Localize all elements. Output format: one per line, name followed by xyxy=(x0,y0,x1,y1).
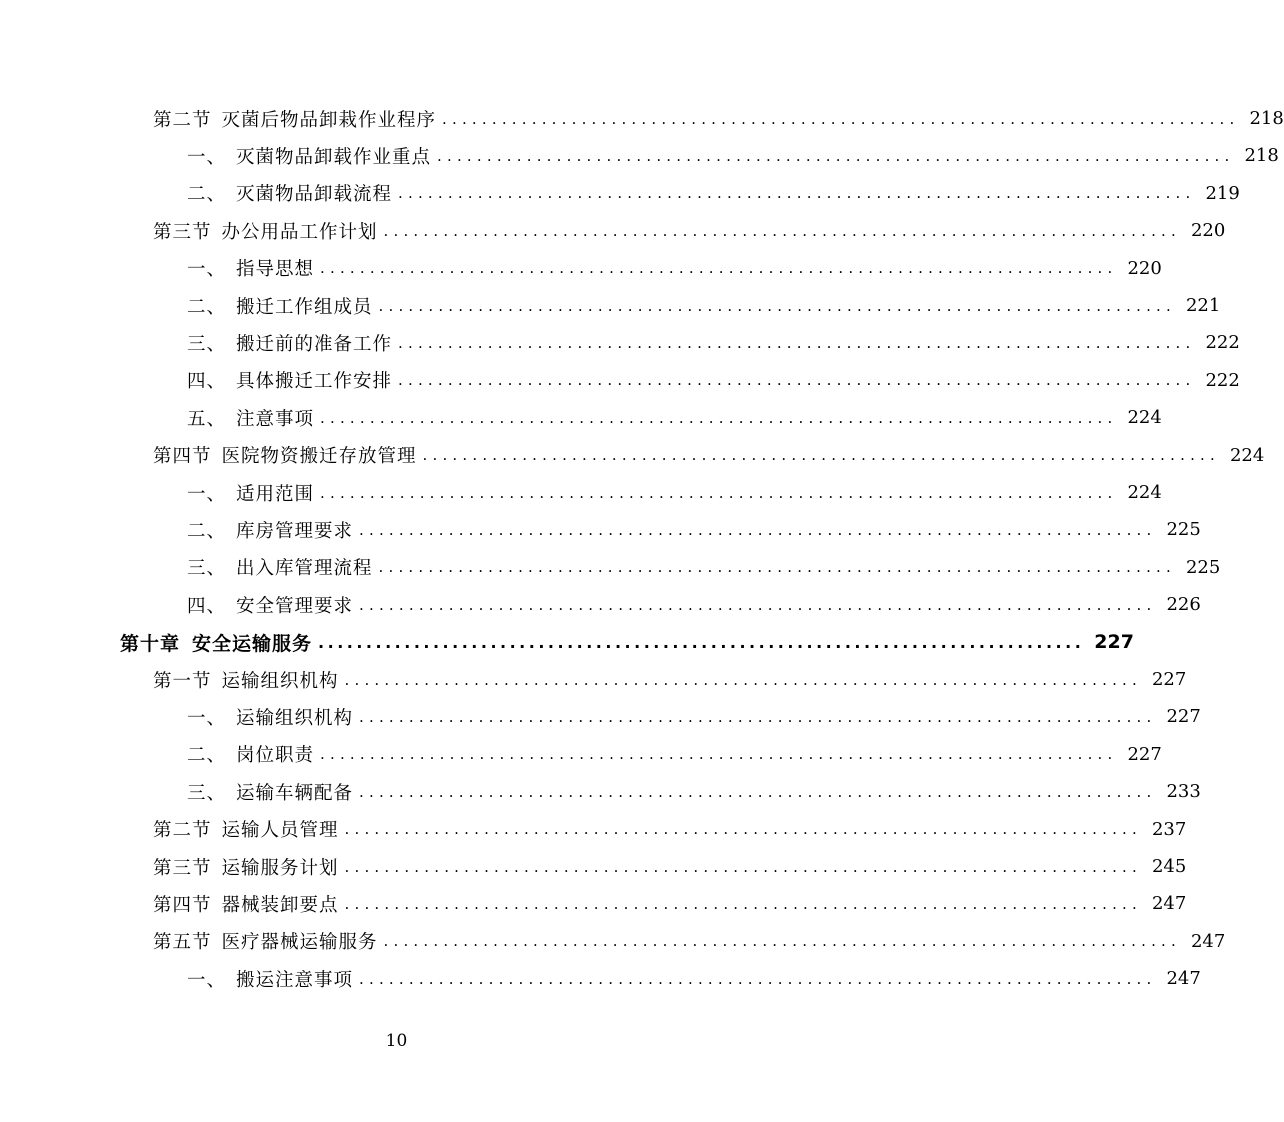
toc-leader-dots: ................................................................................ xyxy=(359,520,1157,539)
toc-leader-dots: ................................................................................ xyxy=(398,333,1196,352)
toc-entry-title xyxy=(187,255,314,281)
toc-entry-text: 岗位职责 xyxy=(236,745,315,767)
toc-entry-page: 221 xyxy=(1185,295,1221,316)
toc-leader-dots: ................................................................................ xyxy=(344,670,1142,689)
toc-leader-dots: ................................................................................ xyxy=(383,221,1181,240)
toc-entry-text: 灭菌物品卸载作业重点 xyxy=(236,146,432,168)
toc-entry[interactable] xyxy=(187,960,1201,997)
toc-entry-page: 227 xyxy=(1166,706,1201,728)
toc-entry-number: 第四节 xyxy=(153,894,212,916)
toc-leader-dots: ................................................................................ xyxy=(320,408,1118,427)
toc-entry[interactable] xyxy=(187,549,1221,586)
toc-entry-number: 第四节 xyxy=(153,446,212,468)
toc-entry-text: 适用范围 xyxy=(236,483,315,505)
toc-entry-page: 220 xyxy=(1127,257,1162,279)
toc-entry-title xyxy=(187,367,392,393)
toc-entry[interactable] xyxy=(187,773,1201,810)
toc-entry-page: 237 xyxy=(1151,818,1187,840)
toc-entry-page: 227 xyxy=(1094,631,1134,654)
toc-entry-title xyxy=(153,218,378,244)
toc-entry[interactable] xyxy=(187,287,1221,324)
toc-leader-dots: ................................................................................ xyxy=(442,109,1240,128)
toc-entry[interactable] xyxy=(187,511,1201,548)
toc-entry[interactable] xyxy=(187,399,1162,436)
toc-entry-number: 三、 xyxy=(187,558,227,580)
toc-leader-dots: ................................................................................ xyxy=(398,371,1196,390)
toc-entry[interactable] xyxy=(187,250,1162,287)
toc-entry-title xyxy=(187,779,353,805)
toc-entry-page: 247 xyxy=(1151,893,1187,915)
toc-entry-number: 四、 xyxy=(187,371,227,393)
toc-entry-page: 220 xyxy=(1190,220,1226,242)
toc-entry-page: 218 xyxy=(1249,108,1284,129)
toc-entry-number: 二、 xyxy=(187,184,227,206)
toc-entry-title xyxy=(187,405,314,431)
toc-entry-number: 第二节 xyxy=(153,109,212,131)
toc-entry[interactable] xyxy=(187,137,1279,174)
toc-entry-page: 222 xyxy=(1205,332,1240,354)
toc-entry[interactable] xyxy=(153,100,1284,137)
toc-entry[interactable] xyxy=(120,624,1134,661)
toc-entry-number: 二、 xyxy=(187,745,227,767)
toc-entry[interactable] xyxy=(187,474,1162,511)
toc-entry-text: 具体搬迁工作安排 xyxy=(236,371,393,393)
toc-entry-page: 233 xyxy=(1166,781,1201,803)
toc-leader-dots: ................................................................................ xyxy=(359,595,1157,614)
toc-entry-page: 219 xyxy=(1205,182,1240,204)
toc-leader-dots: ................................................................................ xyxy=(359,782,1157,801)
toc-entry-number: 五、 xyxy=(187,408,227,430)
toc-entry-page: 225 xyxy=(1166,519,1201,541)
toc-entry-number: 第十章 xyxy=(120,632,181,655)
toc-leader-dots: ................................................................................ xyxy=(378,296,1176,315)
toc-entry-text: 运输人员管理 xyxy=(221,820,339,842)
toc-entry-title xyxy=(187,704,353,730)
toc-entry-title xyxy=(153,928,378,954)
toc-entry-number: 二、 xyxy=(187,520,227,542)
toc-entry-number: 一、 xyxy=(187,707,227,729)
toc-entry-title xyxy=(187,293,373,319)
toc-leader-dots: ................................................................................ xyxy=(344,820,1142,839)
toc-entry-text: 注意事项 xyxy=(236,408,315,430)
toc-leader-dots: ................................................................................ xyxy=(320,259,1118,278)
toc-entry-text: 库房管理要求 xyxy=(236,520,354,542)
toc-entry[interactable] xyxy=(153,885,1187,922)
toc-entry-number: 二、 xyxy=(187,296,227,318)
toc-leader-dots: ................................................................................ xyxy=(344,894,1142,913)
toc-leader-dots: ................................................................................ xyxy=(383,932,1181,951)
toc-entry-page: 224 xyxy=(1127,482,1162,503)
toc-entry-number: 一、 xyxy=(187,483,227,505)
toc-entry-page: 222 xyxy=(1205,369,1240,391)
toc-entry-number: 第三节 xyxy=(153,221,212,243)
toc-entry-text: 搬迁前的准备工作 xyxy=(236,333,393,355)
toc-entry-title xyxy=(187,143,431,169)
toc-leader-dots: ................................................................................ xyxy=(318,632,1085,652)
toc-entry-page: 247 xyxy=(1190,930,1226,952)
toc-leader-dots: ................................................................................ xyxy=(359,707,1157,726)
toc-entry-number: 第一节 xyxy=(153,670,212,692)
toc-leader-dots: ................................................................................ xyxy=(359,969,1157,988)
toc-entry-title xyxy=(120,629,312,656)
page-number: 10 xyxy=(385,1031,408,1051)
toc-leader-dots: ................................................................................ xyxy=(320,745,1118,764)
toc-entry[interactable] xyxy=(153,811,1187,848)
toc-entry-number: 一、 xyxy=(187,146,227,168)
toc-entry-page: 227 xyxy=(1151,669,1187,690)
toc-entry-title xyxy=(187,554,373,580)
toc-leader-dots: ................................................................................ xyxy=(344,857,1142,876)
toc-entry-text: 运输组织机构 xyxy=(221,670,339,692)
toc-entry-page: 226 xyxy=(1166,594,1201,616)
toc-entry-page: 224 xyxy=(1229,444,1265,466)
toc-entry-page: 218 xyxy=(1244,145,1279,167)
toc-entry-title xyxy=(153,854,339,880)
toc-entry-text: 指导思想 xyxy=(236,259,315,281)
toc-entry-page: 224 xyxy=(1127,407,1162,429)
toc-entry[interactable] xyxy=(187,698,1201,735)
toc-entry-title xyxy=(187,592,353,618)
toc-entry-text: 医疗器械运输服务 xyxy=(221,932,378,954)
toc-entry-number: 三、 xyxy=(187,333,227,355)
toc-leader-dots: ................................................................................ xyxy=(320,483,1118,502)
toc-entry-number: 第三节 xyxy=(153,857,212,879)
toc-entry-text: 运输组织机构 xyxy=(236,707,354,729)
toc-entry[interactable] xyxy=(187,362,1240,399)
toc-entry-title xyxy=(187,966,353,992)
toc-entry-title xyxy=(187,517,353,543)
toc-entry-page: 227 xyxy=(1127,743,1162,765)
toc-entry-text: 办公用品工作计划 xyxy=(221,221,378,243)
toc-entry[interactable] xyxy=(187,324,1240,361)
toc-entry-page: 225 xyxy=(1185,556,1221,578)
toc-entry-text: 安全管理要求 xyxy=(236,595,354,617)
toc-entry-text: 出入库管理流程 xyxy=(236,558,373,580)
toc-entry-number: 一、 xyxy=(187,969,227,991)
toc-entry-text: 医院物资搬迁存放管理 xyxy=(221,446,417,468)
toc-entry[interactable] xyxy=(153,848,1187,885)
toc-entry-text: 灭菌物品卸载流程 xyxy=(236,184,393,206)
toc-entry-title xyxy=(187,330,392,356)
toc-entry-page: 247 xyxy=(1166,968,1201,990)
toc-entry-title xyxy=(187,180,392,206)
toc-entry-page: 245 xyxy=(1151,856,1187,877)
toc-entry-number: 一、 xyxy=(187,259,227,281)
toc-leader-dots: ................................................................................ xyxy=(437,146,1235,165)
toc-entry[interactable] xyxy=(153,437,1265,474)
toc-entry-number: 第二节 xyxy=(153,820,212,842)
toc-entry-text: 搬运注意事项 xyxy=(236,969,354,991)
toc-entry-title xyxy=(187,741,314,767)
toc-leader-dots: ................................................................................ xyxy=(422,446,1220,465)
toc-entry-title xyxy=(153,667,339,693)
toc-entry-text: 运输服务计划 xyxy=(221,857,339,879)
toc-entry-text: 安全运输服务 xyxy=(192,632,313,655)
toc-entry-title xyxy=(153,816,339,842)
toc-entry[interactable] xyxy=(187,736,1162,773)
toc-entry[interactable] xyxy=(153,212,1226,249)
toc-entry-title xyxy=(153,106,436,132)
toc-entry[interactable] xyxy=(153,661,1187,698)
toc-leader-dots: ................................................................................ xyxy=(398,184,1196,203)
toc-entry-text: 器械装卸要点 xyxy=(221,894,339,916)
toc-entry-text: 搬迁工作组成员 xyxy=(236,296,373,318)
toc-entry-title xyxy=(187,480,314,506)
toc-entry-number: 四、 xyxy=(187,595,227,617)
toc-entry-text: 灭菌后物品卸栽作业程序 xyxy=(221,109,437,131)
toc-leader-dots: ................................................................................ xyxy=(378,558,1176,577)
toc-entry[interactable] xyxy=(187,175,1240,212)
toc-entry[interactable] xyxy=(187,586,1201,623)
toc-entry-number: 三、 xyxy=(187,782,227,804)
toc-entry-text: 运输车辆配备 xyxy=(236,782,354,804)
toc-entry-title xyxy=(153,442,417,468)
toc-entry-number: 第五节 xyxy=(153,932,212,954)
toc-entry-title xyxy=(153,891,339,917)
toc-entry[interactable] xyxy=(153,923,1226,960)
